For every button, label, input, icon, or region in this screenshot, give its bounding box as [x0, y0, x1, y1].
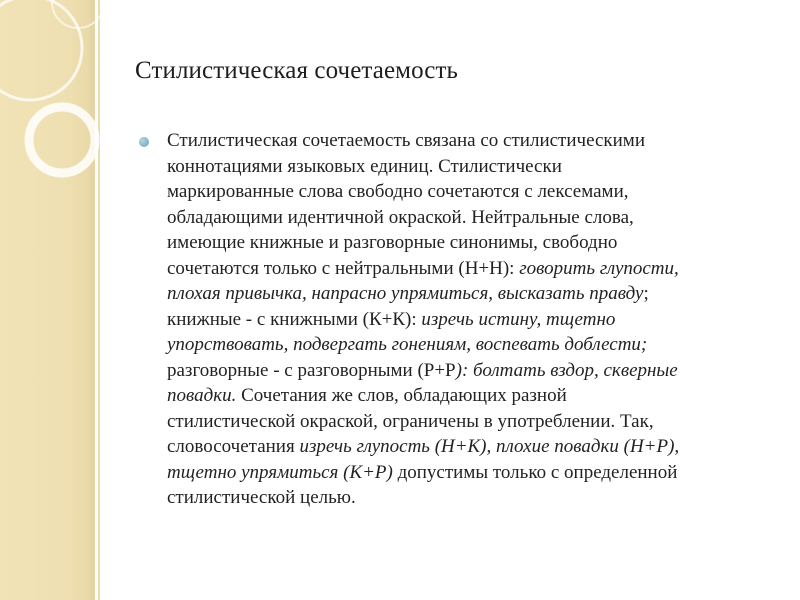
body-text-fragment: Стилистическая сочетаемость связана со стилистическими: [167, 130, 645, 151]
body-text-line: [167, 434, 777, 460]
body-text-fragment: словосочетания: [167, 436, 300, 457]
decorative-rings: [0, 0, 140, 260]
body-text-fragment: допустимы только с определенной: [392, 461, 678, 483]
decorative-ring-thick: [29, 107, 95, 173]
body-text-fragment: Сочетания же слов, обладающих разной: [236, 385, 567, 406]
body-text-fragment: разговорные - с разговорными (Р+Р: [167, 359, 456, 381]
italic-example-text: плохая привычка, напрасно упрямиться, высказать правду: [167, 283, 644, 304]
body-text-fragment: сочетаются только с нейтральными (Н+Н):: [167, 257, 520, 279]
body-text-fragment: стилистической окраской, ограничены в употреблении. Так,: [167, 410, 654, 432]
italic-example-text: говорить глупости,: [519, 257, 679, 279]
body-text-fragment: маркированные слова свободно сочетаются с лексемами,: [167, 181, 629, 202]
bullet-dot-icon: [139, 137, 149, 147]
italic-example-text: упорствовать, подвергать гонениям, воспевать доблести;: [167, 334, 648, 355]
body-text-fragment: стилистической целью.: [167, 487, 356, 508]
body-text-fragment: коннотациями языковых единиц. Стилистически: [167, 155, 562, 177]
body-text-line: [167, 281, 777, 307]
body-text-line: [167, 205, 777, 231]
slide-title: Стилистическая сочетаемость: [135, 57, 459, 84]
body-text-line: [167, 154, 777, 180]
body-text-fragment: обладающими идентичной окраской. Нейтральные слова,: [167, 206, 634, 228]
body-text-line: [167, 332, 777, 358]
body-text-fragment: ;: [643, 283, 649, 304]
italic-example-text: повадки.: [167, 385, 237, 406]
body-text-line: [167, 358, 777, 384]
body-text-line: [167, 179, 777, 205]
body-text-fragment: имеющие книжные и разговорные синонимы, свободно: [167, 232, 618, 253]
body-text-line: [167, 128, 777, 154]
body-text-line: [167, 409, 777, 435]
body-text-line: [167, 485, 777, 511]
body-text-line: [167, 383, 777, 409]
body-text-fragment: книжные - с книжными (К+К):: [167, 308, 422, 330]
italic-example-text: тщетно упрямиться (К+Р): [167, 461, 393, 483]
italic-example-text: ): болтать вздор, скверные: [455, 359, 678, 381]
body-text-line: [167, 307, 777, 333]
body-text-line: [167, 230, 777, 256]
slide-body-text: [167, 128, 777, 511]
italic-example-text: изречь истину, тщетно: [421, 308, 616, 330]
italic-example-text: изречь глупость (Н+К), плохие повадки (Н+Р),: [299, 436, 680, 457]
body-text-line: [167, 460, 777, 486]
body-text-line: [167, 256, 777, 282]
decorative-ring-large: [0, 0, 82, 100]
